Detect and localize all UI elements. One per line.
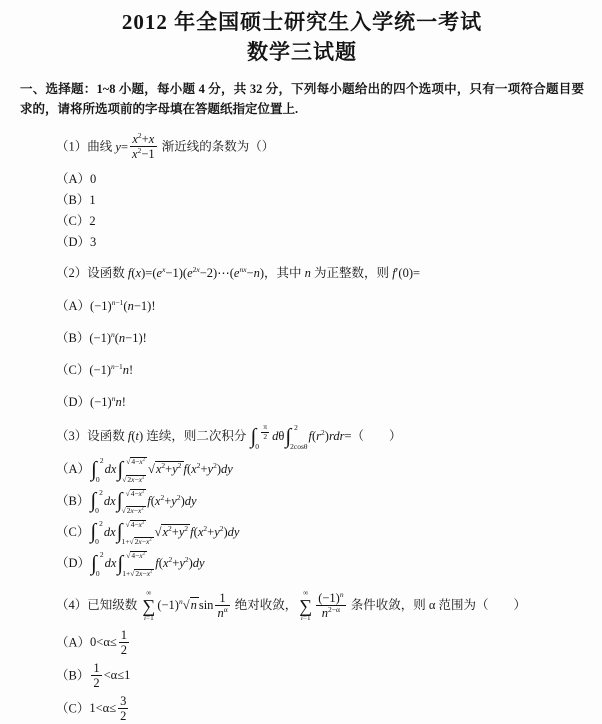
question-1-option-A: （A）0 <box>56 172 97 187</box>
question-1-option-B: （B）1 <box>56 193 96 208</box>
question-2-option-B: $(B)(-1)^n(n-1)$! <box>56 329 147 346</box>
questions-container <box>56 130 584 724</box>
exam-title-line2: 数学三试题 <box>247 39 357 64</box>
question-4-stem: （4）已知级数 ∞ ∑ i=1 $(-1)^n√n$ sin $\frac{1}{n^\alpha}$ 绝对收敛， ∞ ∑ i=1 $\frac{(-1)^n}{n^{2-\alpha}}$ 条件收敛，则 α 范围为（ ） <box>56 589 527 623</box>
question-3-stem: （3）设函数 f(t) 连续，则二次积分 ∫ $\frac{\pi}{2}$ 0 dθ ∫ 2 2cosθ $f(r^2)rdr=$（ ） <box>56 422 402 451</box>
exam-title-line1: 2012 年全国硕士研究生入学统一考试 <box>121 10 483 34</box>
question-1-option-C: （C）2 <box>56 214 96 229</box>
question-3 <box>56 424 584 577</box>
question-3-option-D: （D） ∫ 2 0 dx ∫ $√4-x^2$ $1+√2x-x^2$ $f(x^2+y^2)dy$ <box>56 550 205 578</box>
question-2-option-A: $(A)(-1)^{n-1}(n-1)$! <box>56 297 156 314</box>
question-4-option-A: （A）0<α≤ $\frac{1}{2}$ <box>56 627 128 657</box>
question-3-option-C: （C） ∫ 2 0 dx ∫ $√4-x^2$ $1+√2x-x^2$ $√x^2+y^2$ $f(x^2+y^2)dy$ <box>56 518 240 547</box>
question-2 <box>56 263 584 410</box>
question-1-stem: （1）曲线 y= $\frac{x^2+x}{x^2-1}$ 渐近线的条数为（） <box>56 130 275 162</box>
question-2-option-D: $(D)(-1)^nn$! <box>56 393 126 410</box>
question-2-stem: （2）设函数 $f(x)=(e^x-1)(e^{2x}-2)\cdots(e^{nx}-n)$，其中 n 为正整数，则 f′(0)= <box>56 264 421 281</box>
question-4 <box>56 590 584 723</box>
question-3-option-B: （B） ∫ 2 0 dx ∫ $√4-x^2$ $√2x-x^2$ $f(x^2+y^2)dy$ <box>56 487 197 515</box>
question-1-option-D: （D）3 <box>56 235 97 250</box>
question-2-option-C: $(C)(-1)^{n-1}n$! <box>56 361 134 378</box>
question-4-option-B: （B） $\frac{1}{2}$ <α≤1 <box>56 660 131 690</box>
question-4-option-C: （C）1<α≤ $\frac{3}{2}$ <box>56 693 127 723</box>
question-1 <box>56 130 584 250</box>
question-3-option-A: （A） ∫ 2 0 dx ∫ $√4-x^2$ $√2x-x^2$ $√x^2+y^2$ $f(x^2+y^2)dy$ <box>56 456 233 484</box>
section-intro: 一、选择题：1~8 小题，每小题 4 分，共 32 分，下列每小题给出的四个选项中，只有一项符合题目要求的，请将所选项前的字母填在答题纸指定位置上. <box>20 81 584 117</box>
